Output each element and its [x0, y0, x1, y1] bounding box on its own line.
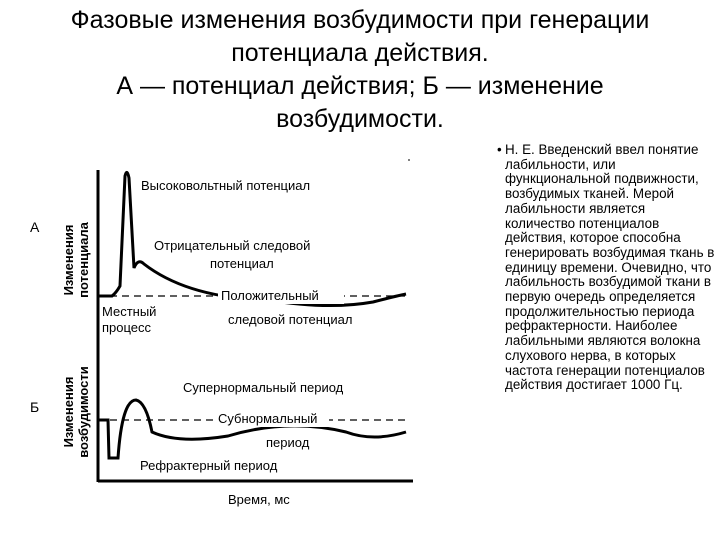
phase-diagram [28, 150, 428, 535]
panel-b-letter: Б [30, 399, 40, 415]
refractory-label: Рефрактерный период [140, 458, 278, 473]
x-axis-label: Время, мс [228, 492, 290, 507]
subnormal-label-1: Субнормальный [218, 411, 318, 426]
panel-b-axis-label-1: Изменения [61, 376, 76, 448]
positive-label-2: следовой потенциал [228, 312, 353, 327]
local-process-label-2: процесс [102, 320, 152, 335]
negative-trace-label-1: Отрицательный следовой [154, 238, 311, 253]
title-line-3: А — потенциал действия; Б — изменение [116, 72, 604, 100]
title-line-1: Фазовые изменения возбудимости при генерации [70, 6, 650, 34]
lability-note [497, 142, 715, 393]
note-text: Н. Е. Введенский ввел понятие лабильности, или функциональной подвижности, возбудимых тканей. Мерой лабильности является количество потенциалов действия, которое способна генерировать возбудимая ткань в единицу времени. Очевидно, что лабильность возбудимой ткани в первую очередь определяется продолжительностью периода рефрактерности. Наиболее лабильными являются волокна слухового нерва, в которых частота генерации потенциалов действия достигает 1000 Гц. [505, 142, 715, 393]
panel-a-letter: А [30, 219, 40, 235]
supernormal-label: Супернормальный период [183, 380, 344, 395]
panel-a-axis-label-1: Изменения [61, 224, 76, 296]
subnormal-label-2: период [266, 435, 310, 450]
title-line-4: возбудимости. [276, 105, 444, 133]
title-line-2: потенциала действия. [231, 39, 489, 67]
slide-title [0, 4, 720, 136]
spike-label: Высоковольтный потенциал [141, 178, 311, 193]
local-process-label-1: Местный [102, 304, 157, 319]
note-bullet: • [497, 142, 502, 157]
excitability-figure [28, 150, 428, 535]
positive-label-1: Положительный [221, 288, 319, 303]
negative-trace-label-2: потенциал [210, 256, 274, 271]
excitability-curve [98, 400, 406, 458]
panel-b-axis-label-2: возбудимости [76, 366, 91, 458]
panel-a-axis-label-2: потенциала [76, 222, 91, 298]
